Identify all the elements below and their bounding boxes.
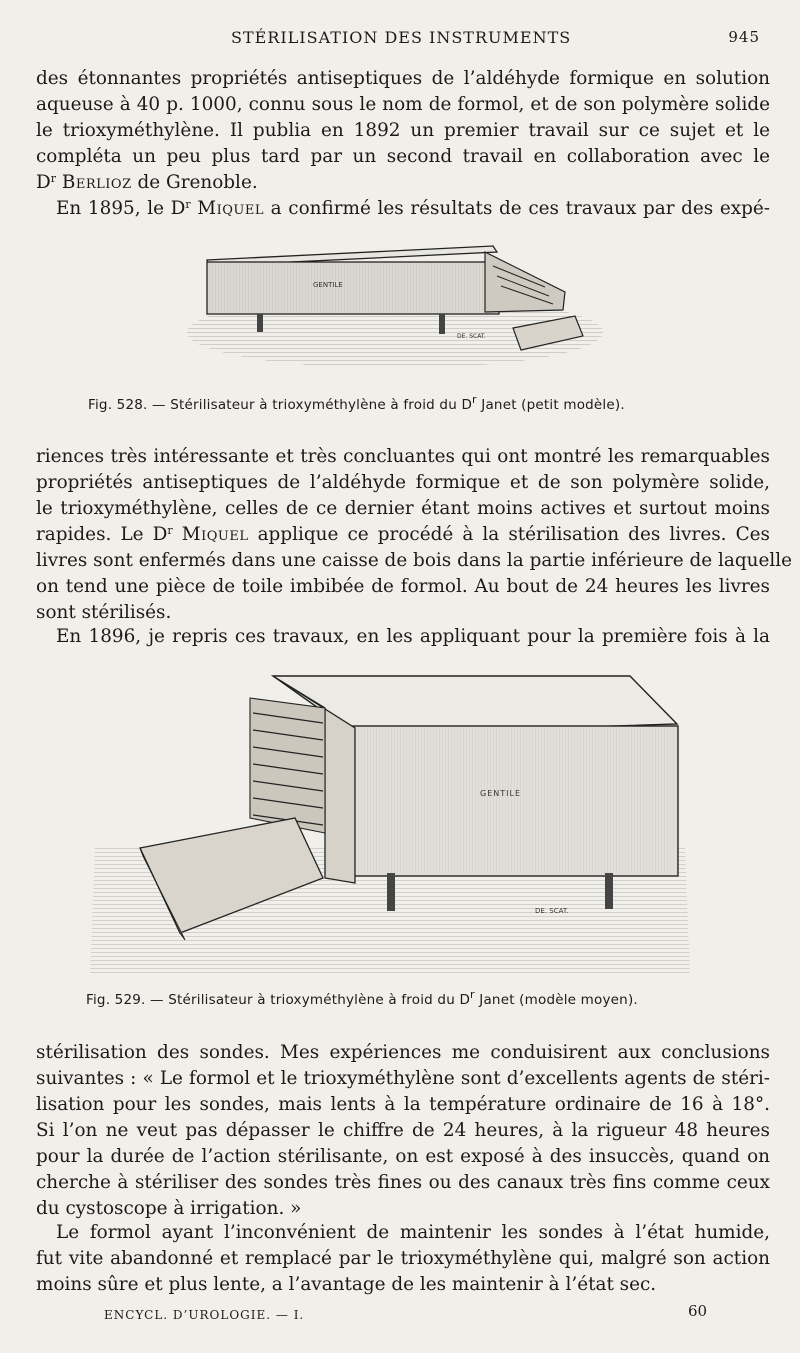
text-line: suivantes : « Le formol et le trioxyméthylène sont d’excellents agents de stéri- (36, 1068, 770, 1089)
text-line: Le formol ayant l’inconvénient de maintenir les sondes à l’état humide, (56, 1222, 770, 1243)
text-fragment: En 1895, le D (56, 198, 186, 219)
instrument-rack (250, 698, 325, 833)
engraver-signature: DE. SCAT. (457, 333, 486, 340)
text-line: riences très intéressante et très concluantes qui ont montré les remarquables (36, 446, 770, 467)
superscript: r (50, 172, 57, 185)
box-label: GENTILE (313, 281, 343, 289)
figure-528-illustration (185, 232, 615, 372)
text-line: stérilisation des sondes. Mes expériences me conduisirent aux conclusions (36, 1042, 770, 1063)
superscript: r (185, 198, 191, 211)
text-line: Si l’on ne veut pas dépasser le chiffre de 24 heures, à la rigueur 48 heures (36, 1120, 770, 1141)
box-leg (257, 314, 263, 332)
engraver-signature: DE. SCAT. (535, 907, 569, 915)
footer-source: ENCYCL. D’UROLOGIE. — I. (104, 1308, 305, 1322)
text-line: fut vite abandonné et remplacé par le trioxyméthylène qui, malgré son action (36, 1248, 770, 1269)
text-fragment: rapides. Le D (36, 524, 168, 545)
figure-529-illustration (85, 668, 700, 978)
text-line: cherche à stériliser des sondes très fines ou des canaux très fins comme ceux (36, 1172, 770, 1193)
text-fragment: de Grenoble. (137, 172, 258, 193)
header-page-number: 945 (728, 28, 760, 46)
text-line: le trioxyméthylène. Il publia en 1892 un premier travail sur ce sujet et le (36, 120, 770, 141)
author-name: Berlioz (61, 172, 132, 193)
text-fragment: applique ce procédé à la stérilisation des livres. Ces (257, 524, 770, 545)
text-fragment: Fig. 528. — Stérilisateur à trioxyméthylène à froid du D (88, 397, 473, 413)
text-line (36, 196, 770, 222)
text-line: sont stérilisés. (36, 602, 172, 623)
text-line: lisation pour les sondes, mais lents à la température ordinaire de 16 à 18°. (36, 1094, 770, 1115)
box-leg (387, 873, 395, 911)
paragraph-2 (36, 196, 770, 222)
author-name: Miquel (197, 198, 264, 219)
text-line: aqueuse à 40 p. 1000, connu sous le nom de formol, et de son polymère solide (36, 94, 770, 115)
superscript: r (472, 393, 477, 406)
text-line (36, 170, 770, 196)
paragraph-4 (36, 624, 770, 650)
text-fragment: Janet (petit modèle). (481, 397, 625, 413)
text-line: propriétés antiseptiques de l’aldéhyde formique et de son polymère solide, (36, 472, 770, 493)
box-body-hatching (207, 262, 499, 314)
paragraph-3 (36, 444, 792, 626)
box-leg (439, 314, 445, 334)
text-fragment: a confirmé les résultats de ces travaux par des expé- (270, 198, 770, 219)
text-line: pour la durée de l’action stérilisante, on est exposé à des insuccès, quand on (36, 1146, 770, 1167)
text-line: le trioxyméthylène, celles de ce dernier étant moins actives et surtout moins (36, 498, 770, 519)
text-line: on tend une pièce de toile imbibée de formol. Au bout de 24 heures les livres (36, 576, 770, 597)
text-line: des étonnantes propriétés antiseptiques de l’aldéhyde formique en solution (36, 68, 770, 89)
figure-528-caption (88, 393, 625, 413)
text-fragment: Janet (modèle moyen). (479, 992, 638, 1008)
paragraph-5 (36, 1040, 770, 1222)
box-body-hatching (353, 726, 678, 876)
superscript: r (167, 524, 173, 537)
box-leg (605, 873, 613, 909)
running-header (36, 28, 770, 52)
paragraph-6 (36, 1220, 770, 1298)
paragraph-1 (36, 66, 770, 196)
box-label: GENTILE (480, 789, 521, 798)
figure-529-caption (86, 988, 638, 1008)
header-title: STÉRILISATION DES INSTRUMENTS (231, 28, 572, 47)
text-fragment: Fig. 529. — Stérilisateur à trioxyméthylène à froid du D (86, 992, 471, 1008)
drawer-tray (485, 252, 565, 312)
footer-signature-number: 60 (688, 1302, 708, 1320)
text-line: du cystoscope à irrigation. » (36, 1198, 302, 1219)
text-line: En 1896, je repris ces travaux, en les appliquant pour la première fois à la (56, 626, 770, 647)
superscript: r (470, 988, 475, 1001)
text-line: moins sûre et plus lente, a l’avantage de les maintenir à l’état sec. (36, 1274, 657, 1295)
text-line (36, 522, 770, 548)
author-name: Miquel (181, 524, 249, 545)
text-line: livres sont enfermés dans une caisse de bois dans la partie inférieure de laquelle (36, 550, 792, 571)
text-line: compléta un peu plus tard par un second travail en collaboration avec le (36, 146, 770, 167)
text-fragment: D (36, 172, 51, 193)
